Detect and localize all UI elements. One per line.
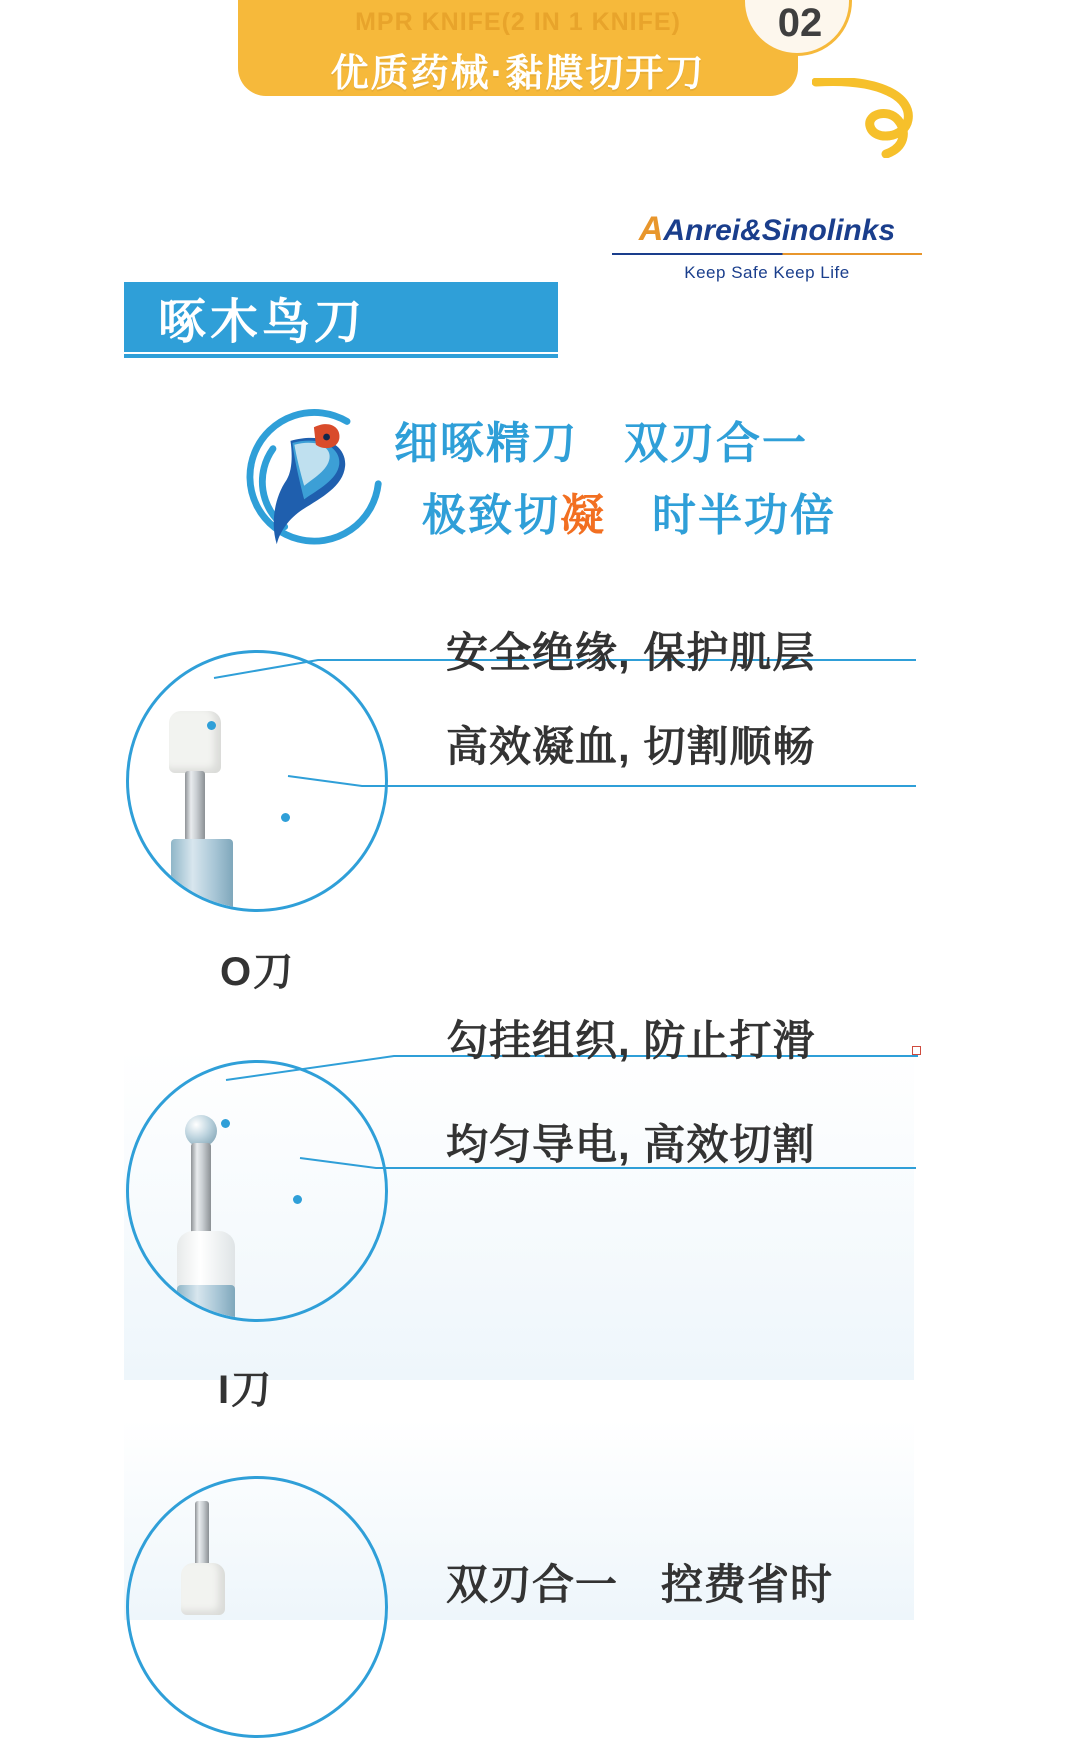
feature-text-i-2: 均匀导电, 高效切割: [446, 1121, 816, 1168]
banner-chinese-title: 优质药械·黏膜切开刀: [330, 53, 706, 95]
brand-name-text: Anrei&Sinolinks: [663, 214, 896, 247]
feature-text-o-2: 高效凝血, 切割顺畅: [446, 723, 816, 770]
top-banner: [238, 0, 798, 96]
leader-lines-i-knife: [126, 1030, 926, 1350]
page-corner-mark: [912, 1046, 921, 1055]
product-label-o-knife: O刀: [220, 950, 296, 994]
feature-text-third-1: 双刃合一 控费省时: [446, 1561, 834, 1608]
knife-tip-insulator: [181, 1563, 225, 1615]
brand-logo: [612, 210, 922, 283]
slogan-line-2: [394, 480, 954, 552]
slogan-line2-part-a: 极致切: [422, 491, 560, 540]
feature-text-i-1: 勾挂组织, 防止打滑: [446, 1017, 816, 1064]
product-label-i-knife: I刀: [218, 1368, 274, 1412]
slogan-line2-part-b: 时半功倍: [606, 491, 836, 540]
slogan-line-1: 细啄精刀 双刃合一: [394, 419, 808, 468]
section-title-box: [124, 282, 558, 352]
badge-number: 02: [777, 1, 823, 45]
product-photo-third: [126, 1476, 388, 1738]
brand-name: [612, 210, 922, 249]
knife-shaft: [195, 1501, 209, 1567]
woodpecker-bird-icon: [232, 398, 388, 554]
banner-english-title: MPR KNIFE(2 IN 1 KNIFE): [355, 8, 681, 36]
slogan-highlight: 凝: [560, 491, 606, 540]
page-title: 啄木鸟刀: [158, 295, 367, 349]
brand-initial: A: [638, 210, 664, 248]
slogan: [394, 408, 954, 552]
section-title-underline: [124, 354, 558, 358]
brand-divider: [612, 253, 922, 255]
feature-text-o-1: 安全绝缘, 保护肌层: [446, 629, 816, 676]
squiggle-decoration: [812, 78, 922, 158]
brand-tagline: Keep Safe Keep Life: [684, 263, 850, 282]
